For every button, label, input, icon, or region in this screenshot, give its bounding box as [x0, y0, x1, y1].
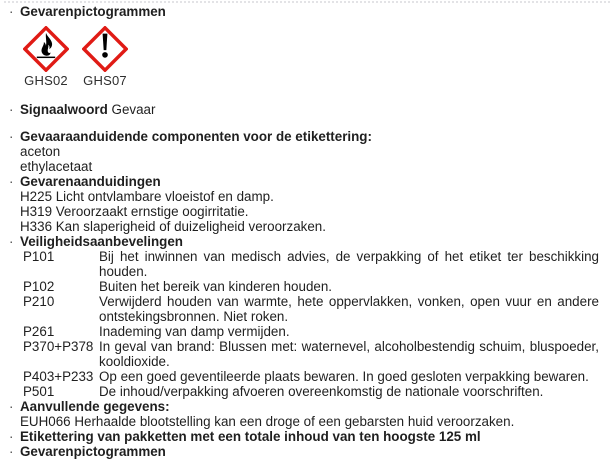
precautionary-statement-row [20, 279, 600, 294]
p-code: P210 [23, 294, 55, 309]
p-text: Op een goed geventileerde plaats bewaren. In goed gesloten verpakking bewaren. [99, 369, 589, 384]
hazard-statements-heading [9, 174, 600, 189]
p-code: P370+P378 [23, 339, 94, 354]
additional-info-heading [9, 399, 600, 414]
hazard-pictograms-bottom-heading [9, 444, 600, 459]
hazard-statements-heading-label: Gevarenaanduidingen [20, 174, 161, 189]
signal-word-value: Gevaar [111, 102, 156, 117]
bullet: · [9, 399, 14, 414]
hazard-statement: H319 Veroorzaakt ernstige oogirritatie. [20, 204, 249, 219]
signal-word-line [9, 102, 600, 117]
bullet: · [9, 129, 14, 144]
p-text: Verwijderd houden van warmte, hete oppervlakken, vonken, open vuur en andere ontstekingsbronnen. Niet roken. [99, 294, 599, 324]
bullet: · [9, 102, 14, 117]
pictogram-ghs02-label: GHS02 [24, 73, 68, 88]
precautionary-statements-heading-label: Veiligheidsaanbevelingen [20, 234, 183, 249]
precautionary-statements-heading [9, 234, 600, 249]
p-text: In geval van brand: Blussen met: waternevel, alcoholbestendig schuim, bluspoeder, kooldioxide. [99, 339, 599, 369]
pictogram-ghs02 [20, 26, 72, 88]
section-divider-dotted [4, 1, 610, 3]
hazard-statement: H336 Kan slaperigheid of duizeligheid veroorzaken. [20, 219, 326, 234]
additional-info-item: EUH066 Herhaalde blootstelling kan een droge of een gebarsten huid veroorzaken. [20, 414, 515, 429]
pictogram-ghs07 [79, 26, 131, 88]
hazard-component-item: ethylacetaat [20, 159, 93, 174]
p-code: P261 [23, 324, 55, 339]
small-packages-heading-label: Etikettering van pakketten met een totale inhoud van ten hoogste 125 ml [20, 429, 481, 444]
hazard-pictograms-heading [9, 4, 600, 19]
precautionary-statement-row [20, 294, 600, 324]
bullet: · [9, 444, 14, 459]
exclamation-pictogram-icon [82, 26, 128, 72]
hazard-pictograms-bottom-heading-label: Gevarenpictogrammen [20, 444, 166, 459]
p-text: Buiten het bereik van kinderen houden. [99, 279, 333, 294]
pictogram-row [20, 26, 600, 88]
bullet: · [9, 4, 14, 19]
signal-word-label: Signaalwoord [20, 102, 108, 117]
hazard-components-heading-label: Gevaaraanduidende componenten voor de etikettering: [20, 129, 372, 144]
p-text: Inademing van damp vermijden. [99, 324, 290, 339]
bullet: · [9, 234, 14, 249]
small-packages-heading [9, 429, 600, 444]
precautionary-statement-row [20, 324, 600, 339]
precautionary-statement-row [20, 384, 600, 399]
bullet: · [9, 174, 14, 189]
p-text: De inhoud/verpakking afvoeren overeenkomstig de nationale voorschriften. [99, 384, 544, 399]
flame-pictogram-icon [23, 26, 69, 72]
precautionary-statement-row [20, 339, 600, 369]
hazard-pictograms-heading-label: Gevarenpictogrammen [20, 4, 166, 19]
p-code: P403+P233 [23, 369, 94, 384]
bullet: · [9, 429, 14, 444]
pictogram-ghs07-label: GHS07 [83, 73, 127, 88]
hazard-component-item: aceton [20, 144, 61, 159]
additional-info-heading-label: Aanvullende gegevens: [20, 399, 170, 414]
p-code: P102 [23, 279, 55, 294]
precautionary-statement-row [20, 369, 600, 384]
p-text: Bij het inwinnen van medisch advies, de verpakking of het etiket ter beschikking houden. [99, 249, 599, 279]
hazard-statement: H225 Licht ontvlambare vloeistof en damp. [20, 189, 274, 204]
p-code: P501 [23, 384, 55, 399]
precautionary-statement-row [20, 249, 600, 279]
hazard-components-heading [9, 129, 600, 144]
p-code: P101 [23, 249, 55, 264]
